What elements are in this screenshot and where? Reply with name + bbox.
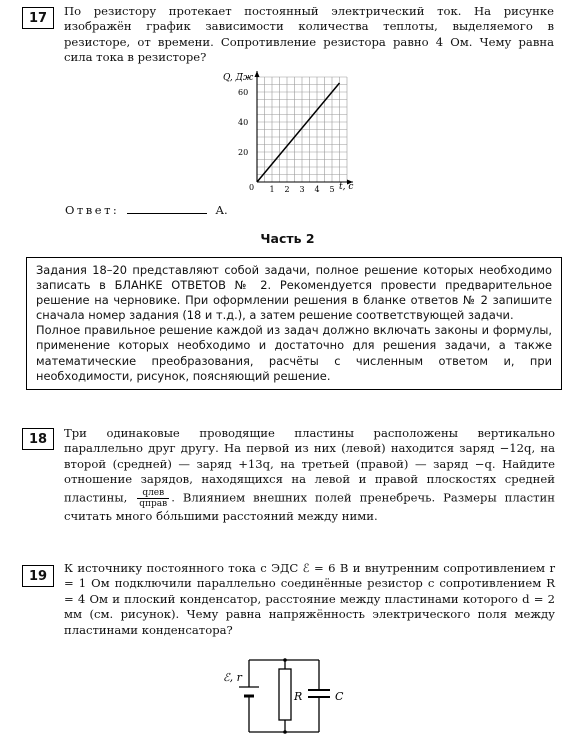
answer-unit: А.: [215, 203, 228, 217]
x-tick-label: 2: [284, 185, 290, 194]
y-tick-label: 40: [238, 118, 249, 127]
x-tick-label: 5: [329, 185, 335, 194]
part-2-title: Часть 2: [260, 231, 315, 246]
question-number-19: 19: [22, 565, 54, 587]
y-tick-label: 60: [238, 88, 249, 97]
question-18-text-b: . Влиянием внешних полей пренебречь. Размеры пластин считать много бóльшими расстояний между ними.: [64, 490, 556, 523]
circuit-diagram: [222, 657, 352, 737]
charge-ratio-fraction: [137, 488, 169, 509]
resistor-symbol: [279, 669, 291, 720]
x-tick-label: 3: [299, 185, 305, 194]
answer-label: Ответ:: [65, 203, 120, 217]
chart-ticks: [238, 88, 335, 194]
chart-y-axis-label: Q, Дж: [223, 73, 254, 83]
junction-dot-bottom: [283, 730, 287, 734]
chart-x-axis-label: t, c: [339, 182, 354, 192]
junction-dot-top: [283, 658, 287, 662]
question-18-text-a: Три одинаковые проводящие пластины расположены вертикально параллельно друг другу. На первой из них (левой) находится заряд −12q, на второй (средней) — заряд +13q, на третьей (правой) — заряд −q. Найдите отношение зарядов, находящихся на левой и правой плоскостях средней пластины,: [64, 426, 555, 505]
question-19-text: К источнику постоянного тока с ЭДС ℰ = 6 В и внутренним сопротивлением r = 1 Ом подключили параллельно соединённые резистор с сопротивлением R = 4 Ом и плоский конденсатор, расстояние между пластинами которого d = 2 мм (см. рисунок). Чему равна напряжённость электрического поля между пластинами конденсатора?: [64, 561, 555, 637]
instructions-paragraph-1: Задания 18–20 представляют собой задачи, полное решение которых необходимо записать в БЛАНКЕ ОТВЕТОВ № 2. Рекомендуется провести предварительное решение на черновике. При оформлении решения в бланке ответов № 2 запишите сначала номер задания (18 и т.д.), а затем решение соответствующей задачи.: [36, 263, 552, 323]
instructions-paragraph-2: Полное правильное решение каждой из задач должно включать законы и формулы, применение которых необходимо и достаточно для решения задачи, а также математические преобразования, расчёты с численным ответом и, при необходимости, рисунок, поясняющий решение.: [36, 323, 552, 383]
question-number-18: 18: [22, 428, 54, 450]
source-label: ℰ, r: [223, 671, 242, 684]
answer-input-line[interactable]: [127, 203, 207, 214]
y-axis-arrow: [255, 71, 260, 77]
question-17-text: По резистору протекает постоянный электрический ток. На рисунке изображён график зависимости количества теплоты, выделяемого в резисторе, от времени. Сопротивление резистора равно 4 Ом. Чему равна сила тока в резисторе?: [64, 4, 554, 65]
part-2-instructions: [26, 257, 562, 390]
question-number-17: 17: [22, 7, 54, 29]
y-tick-label: 20: [238, 148, 249, 157]
resistor-label: R: [294, 690, 303, 703]
fraction-numerator: qлев: [137, 488, 169, 499]
answer-row: [65, 203, 228, 217]
question-18-text: [64, 426, 555, 524]
heat-time-chart: [215, 72, 354, 200]
x-tick-label: 4: [314, 185, 320, 194]
x-tick-label: 0: [249, 183, 255, 192]
capacitor-label: C: [335, 690, 344, 703]
fraction-denominator: qправ: [139, 498, 168, 509]
x-tick-label: 1: [269, 185, 275, 194]
